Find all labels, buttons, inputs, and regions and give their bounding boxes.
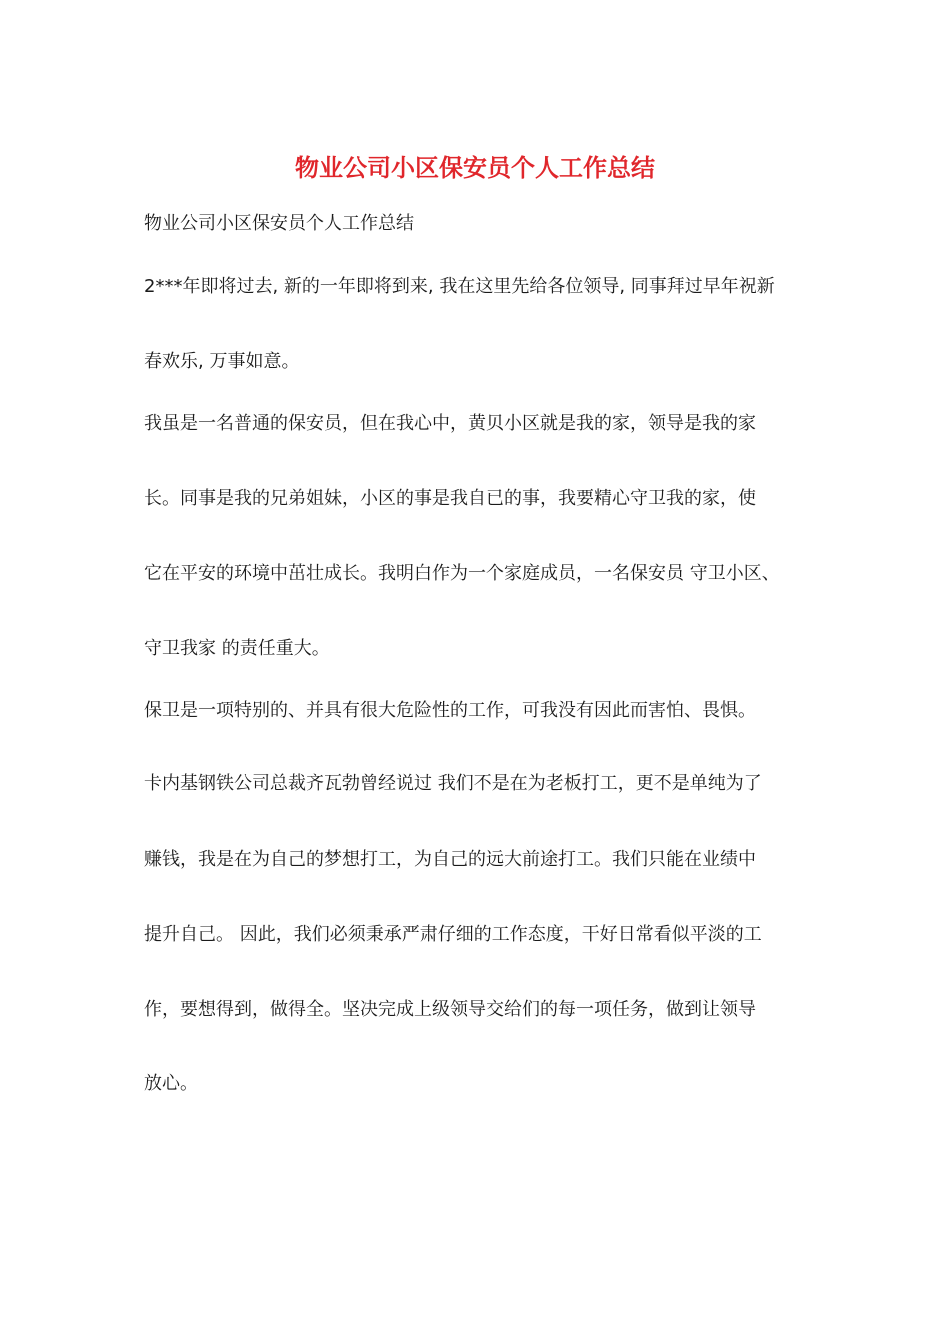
document-title: 物业公司小区保安员个人工作总结 [295,153,655,182]
body-line: 它在平安的环境中茁壮成长。我明白作为一个家庭成员，一名保安员 守卫小区、 [144,563,780,584]
body-line: 长。同事是我的兄弟姐妹，小区的事是我自已的事，我要精心守卫我的家，使 [144,488,756,509]
body-line: 2***年即将过去, 新的一年即将到来, 我在这里先给各位领导, 同事拜过早年祝新 [144,276,775,297]
body-line: 作，要想得到，做得全。坚决完成上级领导交给们的每一项任务，做到让领导 [144,999,756,1020]
body-line: 卡内基钢铁公司总裁齐瓦勃曾经说过 我们不是在为老板打工，更不是单纯为了 [144,773,762,794]
body-line: 春欢乐, 万事如意。 [144,351,300,372]
body-line: 提升自己。 因此，我们必须秉承严肃仔细的工作态度，干好日常看似平淡的工 [144,924,762,945]
body-line: 保卫是一项特别的、并具有很大危险性的工作，可我没有因此而害怕、畏惧。 [144,700,756,721]
body-line: 放心。 [144,1073,198,1094]
body-line: 守卫我家 的责任重大。 [144,638,330,659]
body-line: 赚钱，我是在为自己的梦想打工，为自己的远大前途打工。我们只能在业绩中 [144,849,756,870]
subtitle-line: 物业公司小区保安员个人工作总结 [144,213,414,234]
body-line: 我虽是一名普通的保安员，但在我心中，黄贝小区就是我的家，领导是我的家 [144,413,756,434]
